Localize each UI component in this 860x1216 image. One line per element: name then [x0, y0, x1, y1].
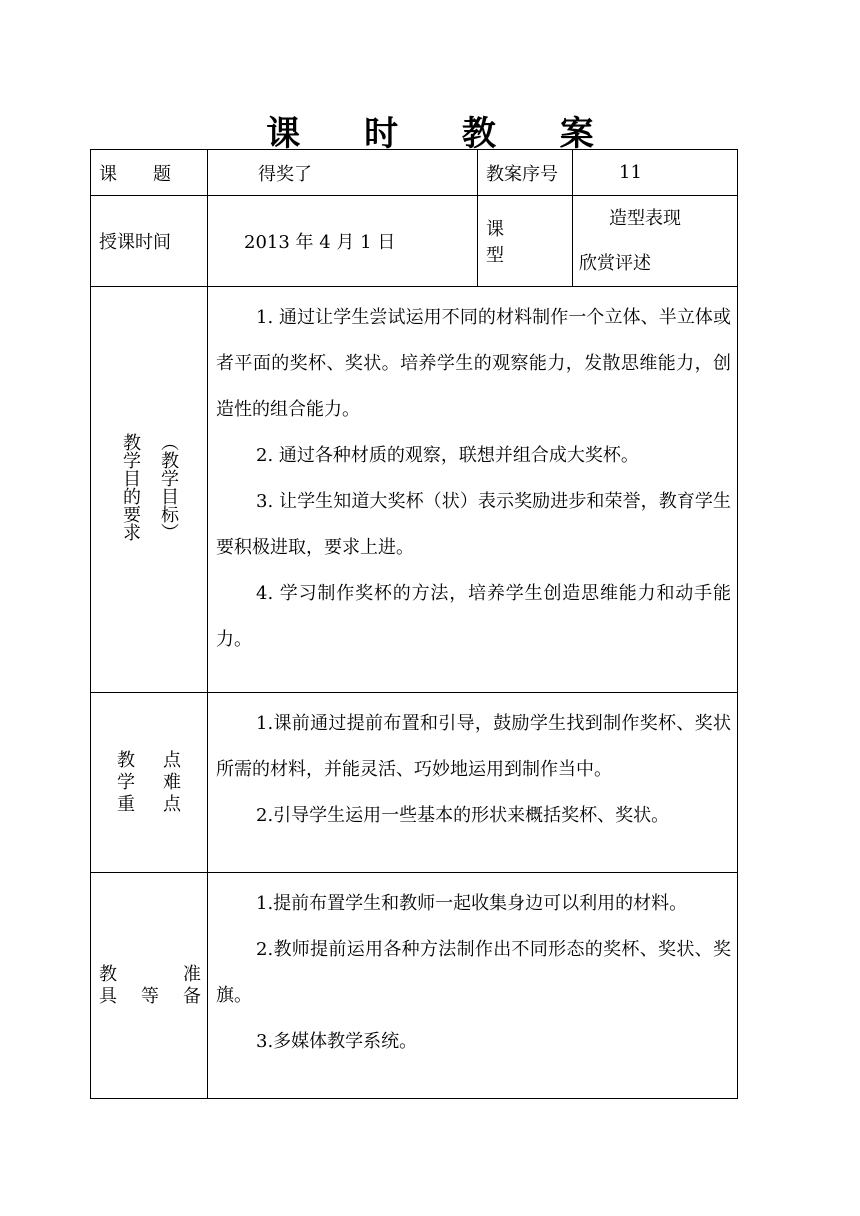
row-prep [91, 873, 738, 1099]
goals-label-cell [91, 287, 208, 693]
row-goals [91, 287, 738, 693]
prep-label-char: 准 [183, 963, 201, 985]
goals-item: 1. 通过让学生尝试运用不同的材料制作一个立体、半立体或者平面的奖杯、奖状。培养学生的观察能力，发散思维能力，创造性的组合能力。 [216, 307, 731, 420]
prep-label-char: 等 [141, 985, 159, 1007]
prep-item: 2.教师提前运用各种方法制作出不同形态的奖杯、奖状、奖旗。 [216, 939, 731, 1006]
time-value: 2013 年 4 月 1 日 [244, 232, 396, 253]
time-label: 授课时间 [99, 232, 171, 253]
goals-label-sub: （教学目标） [158, 433, 179, 541]
lesson-plan-table [90, 149, 738, 1099]
prep-label-char: 教 [99, 963, 117, 985]
time-value-cell [208, 196, 478, 287]
type-label: 课型 [486, 219, 540, 266]
page-title: 课 时 教 案 [266, 114, 620, 154]
row-key-points [91, 693, 738, 873]
prep-label-cell [91, 873, 208, 1099]
key-points-label-char: 点 [163, 793, 181, 815]
row-time [91, 196, 738, 287]
key-points-content [208, 693, 738, 873]
key-points-label-char: 难 [163, 771, 181, 793]
key-points-label-char: 点 [163, 749, 181, 771]
row-topic [91, 150, 738, 196]
goals-item: 4. 学习制作奖杯的方法，培养学生创造思维能力和动手能力。 [216, 583, 731, 650]
prep-item: 3.多媒体教学系统。 [256, 1031, 418, 1052]
goals-content [208, 287, 738, 693]
topic-label: 课题 [99, 163, 207, 185]
type-value-cell [573, 196, 738, 287]
seq-label: 教案序号 [486, 163, 558, 185]
seq-value: 11 [619, 162, 642, 183]
prep-label-char: 备 [183, 985, 201, 1007]
goals-item: 3. 让学生知道大奖杯（状）表示奖励进步和荣誉，教育学生要积极进取，要求上进。 [216, 491, 731, 558]
key-points-label-char: 重 [117, 793, 135, 815]
goals-item: 2. 通过各种材质的观察，联想并组合成大奖杯。 [256, 445, 639, 466]
goals-label-main: 教学目的要求 [120, 433, 141, 541]
key-points-label-char: 教 [117, 749, 135, 771]
topic-label-cell [91, 150, 208, 196]
prep-label-char: 具 [99, 985, 117, 1007]
key-points-item: 1.课前通过提前布置和引导，鼓励学生找到制作奖杯、奖状所需的材料，并能灵活、巧妙地运用到制作当中。 [216, 713, 731, 780]
topic-value-cell [208, 150, 478, 196]
type-value-2: 欣赏评述 [579, 253, 651, 274]
prep-label [91, 964, 207, 1008]
key-points-label [91, 750, 207, 816]
key-points-label-cell [91, 693, 208, 873]
time-label-cell [91, 196, 208, 287]
type-label-cell [478, 196, 573, 287]
key-points-label-char: 学 [117, 771, 135, 793]
prep-item: 1.提前布置学生和教师一起收集身边可以利用的材料。 [256, 893, 688, 914]
seq-label-cell [478, 150, 573, 196]
topic-value: 得奖了 [258, 163, 312, 185]
type-value-1: 造型表现 [609, 208, 681, 229]
key-points-item: 2.引导学生运用一些基本的形状来概括奖杯、奖状。 [256, 805, 670, 826]
seq-value-cell [573, 150, 738, 196]
prep-content [208, 873, 738, 1099]
